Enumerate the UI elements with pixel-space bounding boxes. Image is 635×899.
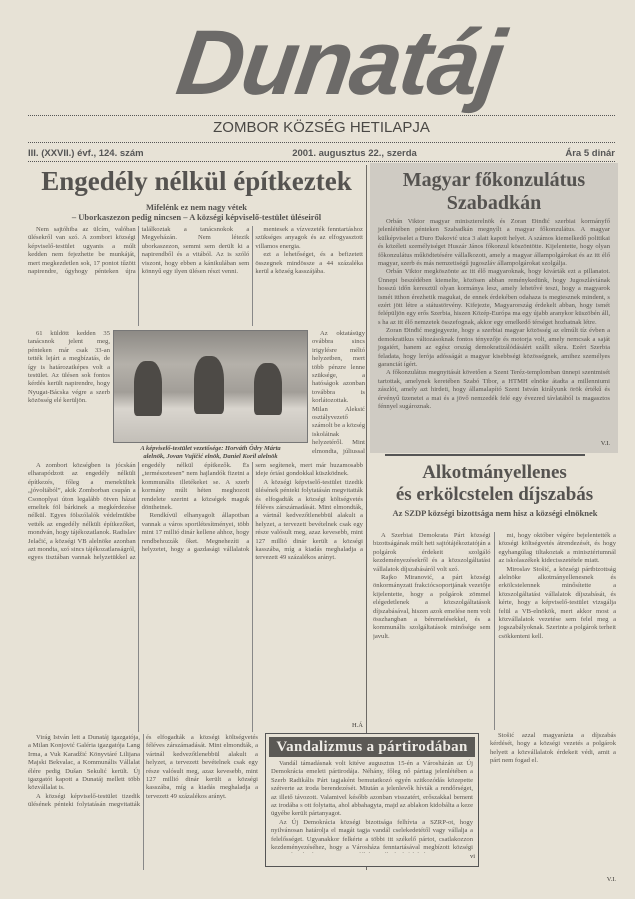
newspaper-logo: Dunatáj: [171, 12, 509, 114]
issue-price: Ára 5 dinár: [565, 148, 615, 159]
consulate-article-box: [370, 163, 618, 453]
main-article-body-left: 61 küldött kedden 35 tanácsnok jelent meg, pénteken már csak 33-an tették lejárt a megbízatás, de így is határozatképes volt a testület. Az ülésen sok fontos kérdés került napirendre, hogy Nyugat-Bácska végre a szerb közösség elé kerüljön.: [28, 330, 110, 405]
tariff-subheadline: Az SZDP községi bizottsága nem hisz a községi elnöknek: [392, 508, 598, 518]
main-kicker: Mifelénk ez nem nagy vétek: [145, 202, 248, 212]
photo-caption: A képviselő-testület vezetősége: Horváth Ödry Márta alelnök, Jovan Vujičić elnök, Daniel Koril alelnök: [140, 445, 281, 460]
tariff-headline-2: és erkölcstelen díjszabás: [395, 484, 594, 505]
consulate-headline-2: Szabadkán: [446, 192, 542, 214]
divider: [385, 454, 585, 456]
divider: [28, 115, 615, 116]
vandalism-article-box: [265, 733, 479, 867]
masthead-subtitle: ZOMBOR KÖZSÉG HETILAPJA: [213, 119, 430, 136]
vandalism-headline: Vandalizmus a pártirodában: [269, 737, 475, 757]
main-article-body-right: Az oktatásügy ovábbra sincs irigylésre méltó helyzetben, mert több pénzre lenne szüksége, a hatóságok azonban továbbra is korlátozottak. Milan Aleksić osztályvezető számolt be a község iskoláinak helyzetéről. Mint elmondta, júliussal: [312, 330, 365, 455]
council-photo: [113, 330, 308, 443]
issue-number: III. (XXVII.) évf., 124. szám: [28, 148, 144, 159]
consulate-article-body: Orbán Viktor magyar miniszterelnök és Zoran Đinđić szerbiai kormányfő jelenlétében pénteken Szabadkán megnyílt a magyar főkonzulátus. A magyar külképviselet a Đuro Đaković utca 3 alatt kapott helyet. A számos kiemelkedő politikai és közéleti személyiséget Huszár János főkonzul köszöntötte. Kijelentette, hogy olyan főkonzulátus működtetésére vállalkozott, amely a magyar állampolgárokat és az itt élő magyar, szerb és más nemzetiségű jugoszláv állampolgárokat szolgálja. Orbán Viktor megköszönte az itt élő magyaroknak, hogy kivárták ezt a pillanatot. Ünnepi beszédében kiemelte, közösen abban reménykedünk, hogy Jugoszláviának hosszú időn keresztül olyan kormánya lesz, amely lehetővé teszi, hogy a magyarok ismét itthon érezhetik magukat, de ennek érdekében odahaza is megtesznek mindent, s ezért jött létre a státustörvény. Kifejezte, Magyarország érdekelt abban, hogy ismét felépüljön egy erős Szerbia, hiszen Közép-Európa ma egy újabb aranykor küszöbén áll, s ha az itt élő nemzetek összefognak, akkor egy emelkedő térséget hozhatnak létre. Zoran Đinđić megjegyezte, hogy a szerbiai magyar közösség az elmúlt tíz évben a demokratikus változásoknak fontos tényezője és motorja volt, amely nemcsak a saját jogaiért, hanem az egész ország demokratizálódásáért szállt síkra. Ezért Szerbia feladata, hogy lerója adósságát a magyar kisebbségi közösségnek, amihez személyes garanciát ígért. A főkonzulátus megnyitását követően a Szent Teréz-templomban ünnepi szentmisét tartottak, amelynek keretében Szabó Tibor, a HTMH elnöke átadta a millenniumi zászlót, amely azt hirdeti, hogy államalapító Szent István királyunk örök értékű és érvényű üzenetei a mai és a jövő nemzedék felé egy évezred távlatából is magasztos fénnyel sugároznak.: [378, 218, 610, 410]
tariff-article-body: A Szerbiai Demokrata Párt községi bizottságának múlt heti sajtótájékoztatóján a polgárok érdekeit szolgáló kezdeményezésekről és a közszolgáltatási vállalatok díjszabásáról volt szó. Rajko Miranović, a párt községi önkormányzati frakciócsoportjának vezetője kijelentette, hogy a polgárok zömmel elégedetlenek a közszolgáltatások díjszabásával, hiszen azok emelése nem volt összhangban a béremelésekkel, és a kommunális szolgáltatások minősége sem javult. mi, hogy október végére bejelentették a községi költségvetés átrendezését, és hogy egyhangúlag tiltakoztak a minisztériumnál az iskolaszékek kidecisszetétele miatt. Miroslav Stošić, a községi pártbizottság alelnöke alkotmányellenesnek és erkölcstelennek minősítette a közszolgáltatási vállalatok díjszabását, és kérte, hogy a képviselő-testület vizsgálja felül a VB-elnökök, mert akkor most a közvállalatok vezetése sem felel meg a jogszabályoknak. Szerinte a polgárok terheit csökkenteni kell.: [373, 532, 616, 640]
issue-info-row: [28, 148, 615, 159]
main-article-body-end: Virág István lett a Dunatáj igazgatója, a Milan Konjović Galéria igazgatója Lang Irma, a Vuk Karadžić Könyvtáré Lilijana Majski Bekvalac, a Kommunális Vállalat élére pedig Dušan Sekulić került. Új igazgatót kapott a Dunatáj mellett több közvállalat is. A községi képviselő-testület tizedik ülésének pénteki folytatásán megvitatták és elfogadták a községi költségvetés féléves zárszámadását. Mint elmondták, a vártnál kedvezőtlenebbül alakult a helyzet, a tervezett bevételnek csak egy része valósult meg, azaz kevesebb, mint 127 millió dinár került a községi kasszába, míg a kiadás meghaladja a tervezett 49 százalékos arányt.: [28, 734, 258, 809]
tariff-headline-1: Alkotmányellenes: [422, 462, 567, 483]
issue-date: 2001. augusztus 22., szerda: [292, 148, 417, 159]
main-subheadline: – Uborkaszezon pedig nincsen – A községi képviselő-testület üléseiről: [71, 212, 322, 222]
tariff-signature: V.I.: [606, 876, 616, 883]
tariff-article-body-end: Stošić azzal magyarázta a díjszabás kérdését, hogy a községi vezetés a polgárok helyett a közvállalatok érdekeit védi, amit a párt nem fogad el.: [490, 732, 616, 765]
main-article-body-top: Nem sajtóhiba az ülcím, valóban ülésekről van szó. A zombori községi képviselő-testület ugyanis a múlt kedden nem fejezhette be munkáját, mert megkezdetlen sok, 17 pontot tűzött napirendre, úgyhogy pénteken újra találkoztak a tanácsnokok a Megyeházán. Nem létezik uborkaszezon, semmi sem derült ki a napirendből és a vitából. Az is szóló viszont, hogy ebben a kánikulában sem könnyű egy ilyen ülésen részt venni. mentesek a vízvezeték fenntartáshoz szükséges anyagok és az elfogyasztott villamos energia. ezt a lehetőséget, és a befizetett összegnek mindössze a 44 százaléka kerül a község kasszájába.: [28, 226, 363, 276]
consulate-headline-1: Magyar főkonzulátus: [402, 169, 586, 191]
consulate-signature: V.I.: [600, 440, 610, 447]
main-signature: H.Á: [351, 722, 363, 729]
vandalism-article-body: Vandál támadásnak volt kitéve augusztus 15-én a Városházán az Új Demokrácia emeleti pártirodája. Néhány, főleg nő párttag jelenlétében a Szerb Radikális Párt tagjaként bemutatkozó egyén szitkozódás közepette szétverte az iroda berendezését. Miután a jelenlevők hívták a rendőrséget, az illető távozott. Valamivel később azonban visszatért, erőszakkal bement az irodába s ott folytatta, ahol abbahagyta, majd az ablakon kidobálta a keze ügyébe került pártanyagot. Az Új Demokrácia községi bizottsága felhívta a SZRP-ot, hogy nyilvánosan határolja el magát tagja vandál cselekedetétől vagy vállalja a felelősséget. Ugyanakkor felkérte a többi itt székelő pártot, csatlakozzon kezdeményezéséhez, hogy a Városháza fenntartásával megbízott községi: [271, 760, 473, 852]
vandalism-signature: vi: [469, 853, 475, 860]
divider: [28, 161, 615, 162]
divider: [28, 142, 615, 143]
main-headline: Engedély nélkül építkeztek: [41, 166, 352, 196]
main-article-body-bottom: A zombori községben is jócskán elharapódzott az engedély nélküli építkezés, főleg a menekültek „jóvoltából”, akik Zomborban csupán a Csonoplyai úton legalább ötven házat emeltek föl bárkinek a megkérdezése nélkül. Egyes fölszólalók védelmükbe vették az engedély nélküli építkezőket, mondván, hogy tájékozatlanok. Radislav Jelačić, a községi VB alelnöke azonban azt mondta, szó sincs tájékozatlanságról, egyes tisztában vannak helyzetükkel az engedély nélkül építkezők. És „természetesen” nem hajlandók fizetni a kommunális illetékeket se. A szerb kormány múlt héten meghozott rendelete szerint a községek maguk dönthetnek. Rendkívül elhanyagolt állapotban vannak a város sportlétesítményei, több mint 17 millió dinár kellene ahhoz, hogy rendbehozzák őket. Megnehezíti a helyzetet, hogy a gazdasági vállalatok sem segítenek, mert már huzamosabb ideje óriási gondokkal küszködnek. A községi képviselő-testület tizedik ülésének pénteki folytatásán megvitatták és elfogadták a községi költségvetés féléves zárszámadását. Mint elmondták, a vártnál kedvezőtlenebbül alakult a helyzet, a tervezett bevételnek csak egy része valósult meg, azaz kevesebb, mint 127 millió dinár került a községi kasszába, míg a kiadás meghaladja a tervezett 49 százalékos arányt.: [28, 462, 363, 562]
